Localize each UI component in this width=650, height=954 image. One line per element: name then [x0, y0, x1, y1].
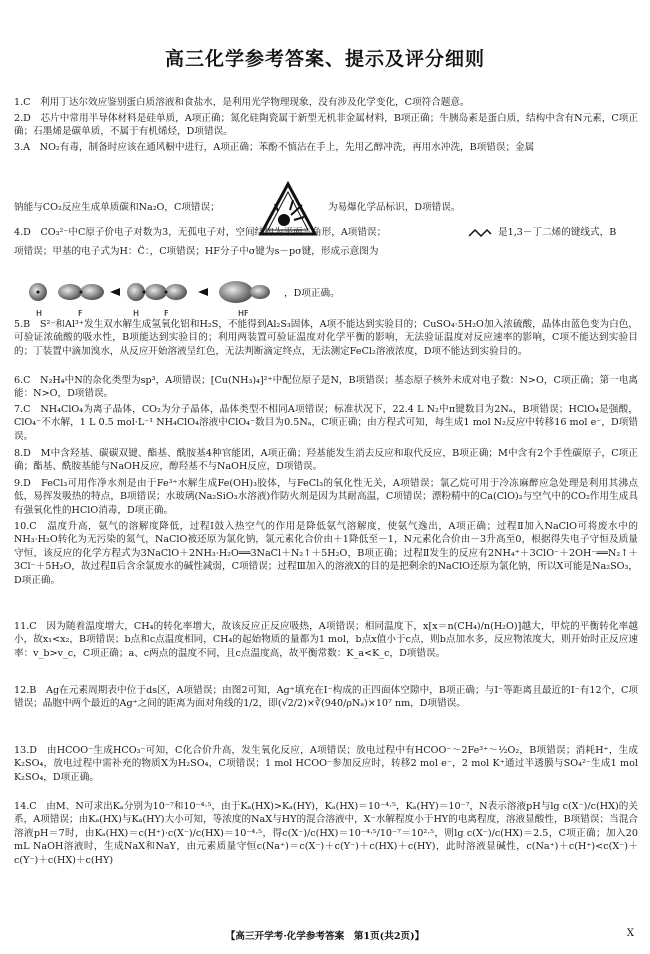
- orbital-label-h1: H: [36, 309, 43, 318]
- answer-12: 12.B Ag在元素周期表中位于ds区，A项错误；由图2可知，Ag⁺填充在I⁻构成的正四面体空隙中，B项正确；与I⁻等距离且最近的I⁻有12个，C项错误；晶胞中两个最近的Ag⁺之间的距离为面对角线的1/2，即(√2/2)×∛(940/ρNₐ)×10⁷ nm，D项错误。: [14, 685, 638, 710]
- answer-6: 6.C N₂H₄中N的杂化类型为sp³，A项错误；[Cu(NH₃)₄]²⁺中配位原子是N，B项错误；基态原子核外未成对电子数：N>O，C项正确；第一电离能：N>O，D项错误。: [14, 375, 638, 400]
- orbital-label-hf: HF: [238, 309, 249, 318]
- answer-7: 7.C NH₄ClO₄为离子晶体，CO₂为分子晶体，晶体类型不相同A项错误；标准状况下，22.4 L N₂中π键数目为2Nₐ，B项错误；HClO₄是强酸，ClO₄⁻不水解，1 L 0.5 mol·L⁻¹ NH₄ClO₄溶液中ClO₄⁻数目为0.5Nₐ，C项正确；由方程式可知，每生成1 mol N₂反应中转移16 mol e⁻，D项错误。: [14, 404, 638, 442]
- answer-5: 5.B S²⁻和Al³⁺发生双水解生成氢氧化铝和H₂S，不能得到Al₂S₃固体，A项不能达到实验目的；CuSO₄·5H₂O加入浓硫酸，晶体由蓝色变为白色，可验证浓硫酸的吸水性，B项能达到实验目的；利用两装置可验证温度对化学平衡的影响，无法验证温度对反应速率的影响，C项不能达到实验目的；丁装置中滴加溴水，从反应开始溶液呈红色，无法判断滴定终点，无法测定FeCl₂溶液浓度，D项不能达到实验目的。: [14, 319, 638, 357]
- answer-4-part-c: 项错误；甲基的电子式为H：C̈：，C项错误；HF分子中σ键为s－pσ键，形成示意图为: [14, 246, 379, 257]
- answer-13: 13.D 由HCOO⁻生成HCO₃⁻可知，C化合价升高，发生氧化反应，A项错误；放电过程中有HCOO⁻～2Fe³⁺～½O₂，B项错误；消耗H⁺，生成K₂SO₄，放电过程中需补充的物质X为H₂SO₄，C项错误；1 mol HCOO⁻参加反应时，转移2 mol e⁻，2 mol K⁺通过半透膜与SO₄²⁻生成1 mol K₂SO₄，D项正确。: [14, 745, 638, 783]
- orbital-label-h2: H: [133, 309, 140, 318]
- answer-14: 14.C 由M、N可求出Kₐ分别为10⁻⁷和10⁻⁴·⁵，由于Kₐ(HX)>Kₐ(HY)，Kₐ(HX)＝10⁻⁴·⁵，Kₐ(HY)＝10⁻⁷，N表示溶液pH与lg c(X⁻)/c(HX)的关系，A项错误；由Kₐ(HX)与Kₐ(HY)大小可知，等浓度的NaX与HY的混合溶液中，X⁻水解程度小于HY的电离程度，溶液显酸性，B项错误；当混合溶液pH＝7时，由Kₐ(HX)＝c(H⁺)·c(X⁻)/c(HX)＝10⁻⁴·⁵，得c(X⁻)/c(HX)＝10⁻⁴·⁵/10⁻⁷＝10²·⁵，则lg c(X⁻)/c(HX)＝2.5，C项正确；加入20 mL NaOH溶液时，生成NaX和NaY，由元素质量守恒c(Na⁺)＝c(X⁻)＋c(Y⁻)＋c(HX)＋c(HY)，此时溶液显碱性，c(Na⁺)＋c(H⁺)<c(X⁻)＋c(Y⁻)＋c(HX)＋c(HY): [14, 801, 638, 866]
- answer-8: 8.D M中含羟基、碳碳双键、酯基、酰胺基4种官能团，A项正确；羟基能发生消去反应和取代反应，B项正确；M中含有2个手性碳原子，C项正确；酯基、酰胺基能与NaOH反应，醇羟基不与NaOH反应，D项错误。: [14, 448, 638, 473]
- answer-3-part-c: 为易爆化学品标识，D项错误。: [328, 202, 461, 213]
- answer-4-part-d: ，D项正确。: [284, 288, 340, 299]
- page-title: 高三化学参考答案、提示及评分细则: [164, 48, 485, 70]
- footer-mark: X: [626, 928, 634, 939]
- answer-3-part-a: 3.A NO₂有毒，制备时应该在通风橱中进行，A项正确；苯酚不慎沾在手上，先用乙醇冲洗，再用水冲洗，B项错误；金属: [14, 142, 535, 153]
- hf-sigma-bond-diagram: [26, 270, 280, 320]
- answer-11: 11.C 因为随着温度增大，CH₄的转化率增大，故该反应正反应吸热，A项错误；相同温度下，x[x＝n(CH₄)/n(H₂O)]越大，甲烷的平衡转化率越小，故x₁<x₂，B项错误；b点和c点温度相同，CH₄的起始物质的量都为1 mol，b点x值小于c点，则b点加水多，反应物浓度大，则开始时正反应速率：v_b>v_c，C项正确；a、c两点的温度不同，且c点温度高，故平衡常数：K_a<K_c，D项错误。: [14, 621, 638, 659]
- answer-2: 2.D 芯片中常用半导体材料是硅单质，A项正确；氮化硅陶瓷属于新型无机非金属材料，B项正确；牛胰岛素是蛋白质，结构中含有N元素，C项正确；石墨烯是碳单质，不属于有机烯烃，D项错误。: [14, 113, 638, 138]
- butadiene-skeletal-icon: [468, 228, 492, 238]
- answer-4-part-b: 是1,3－丁二烯的键线式，B: [498, 227, 617, 238]
- page-footer: 【高三开学考·化学参考答案 第1页(共2页)】: [225, 931, 425, 942]
- orbital-label-f1: F: [78, 309, 83, 318]
- answer-3-part-b: 钠能与CO₂反应生成单质碳和Na₂O，C项错误；: [14, 202, 220, 213]
- orbital-label-f2: F: [164, 309, 169, 318]
- answer-4-part-a: 4.D CO₃²⁻中C原子价电子对数为3，无孤电子对，空间结构为平面三角形，A项错误；: [14, 227, 387, 238]
- answer-9: 9.D FeCl₃可用作净水剂是由于Fe³⁺水解生成Fe(OH)₃胶体，与FeCl₃的氧化性无关，A项错误；氯乙烷可用于冷冻麻醉应急处理是利用其沸点低，易挥发吸热的特点，B项错误；水玻璃(Na₂SiO₃水溶液)作防火剂是因为其耐高温，C项错误；漂粉精中的Ca(ClO)₂与空气中的CO₂作用生成具有强氧化性的HClO消毒，D项正确。: [14, 478, 638, 516]
- answer-10: 10.C 温度升高，氨气的溶解度降低，过程Ⅰ鼓入热空气的作用是降低氨气溶解度，使氨气逸出，A项正确；过程Ⅱ加入NaClO可将废水中的NH₃·H₂O转化为无污染的氮气，NaClO被还原为氯化钠，氯元素化合价由＋1降低至－1，N元素化合价由－3升高至0，根据得失电子守恒及质量守恒，该反应的化学方程式为3NaClO＋2NH₃·H₂O══3NaCl＋N₂↑＋5H₂O，B项正确；过程Ⅱ发生的反应有2NH₄⁺＋3ClO⁻＋2OH⁻══N₂↑＋3Cl⁻＋5H₂O，故过程Ⅱ后含余氯废水的碱性减弱，C项错误；过程Ⅲ加入的溶液X的目的是把剩余的NaClO还原为氯化钠，所以X可能是Na₂SO₃，D项正确。: [14, 521, 638, 586]
- answer-1: 1.C 利用丁达尔效应鉴别蛋白质溶液和食盐水，是利用光学物理现象，没有涉及化学变化，C项符合题意。: [14, 97, 470, 108]
